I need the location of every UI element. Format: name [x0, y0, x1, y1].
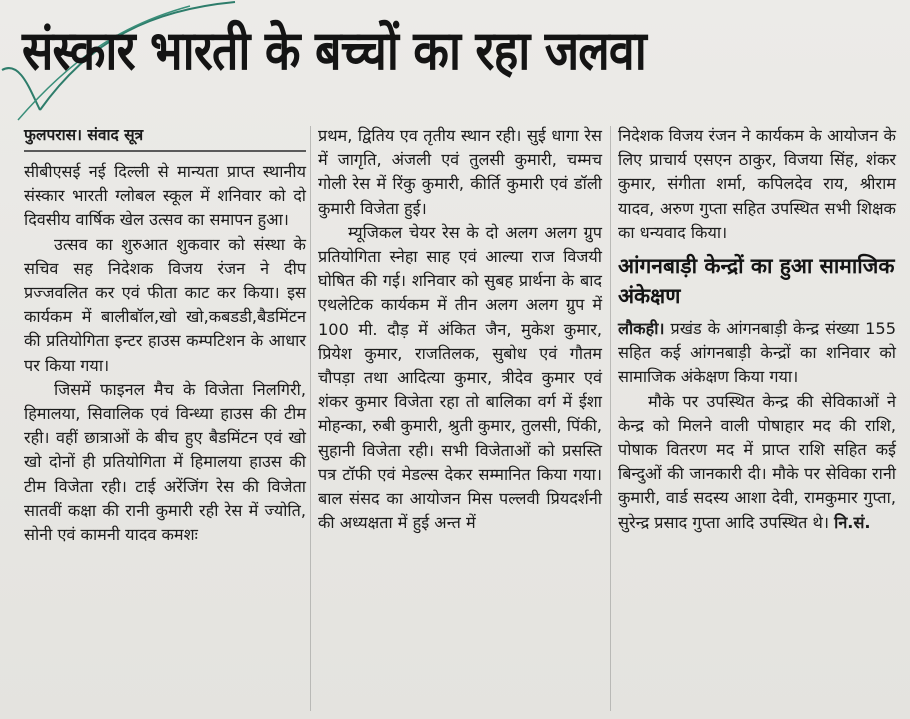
column-divider — [310, 126, 311, 711]
paragraph-text: मौके पर उपस्थित केन्द्र की सेविकाओं ने केन्द्र को मिलने वाली पोषाहार मद की राशि, पोषाक वितरण मद में प्राप्त राशि सहित कई बिन्दुओं की जानकारी दी। मौके पर सेविका रानी कुमारी, वार्ड सदस्य आशा देवी, रामकुमार गुप्ता, सुरेन्द्र प्रसाद गुप्ता आदि उपस्थित थे। — [618, 391, 896, 532]
paragraph: सीबीएसई नई दिल्ली से मान्यता प्राप्त स्थानीय संस्कार भारती ग्लोबल स्कूल में शनिवार को दो दिवसीय वार्षिक खेल उत्सव का समापन हुआ। — [24, 162, 306, 230]
paragraph: उत्सव का शुरुआत शुकवार को संस्था के सचिव सह निदेशक विजय रंजन ने दीप प्रज्जवलित कर एवं फीता काट कर किया। इस कार्यकम में बालीबॉल,खो खो,कबडडी,बैडमिंटन की प्रतियोगिता इन्टर हाउस कम्पटिशन के आधार पर किया गया। — [24, 234, 306, 375]
paragraph: निदेशक विजय रंजन ने कार्यकम के आयोजन के लिए प्राचार्य एसएन ठाकुर, विजया सिंह, शंकर कुमार, संगीता शर्मा, कपिलदेव राय, श्रीराम यादव, अरुण गुप्ता सहित उपस्थित सभी शिक्षक का धन्यवाद किया। — [618, 126, 896, 242]
paragraph: म्यूजिकल चेयर रेस के दो अलग अलग ग्रुप प्रतियोगिता स्नेहा साह एवं आल्या राज विजयी घोषित की गई। शनिवार को सुबह प्रार्थना के बाद एथलेटिक कार्यकम में तीन अलग अलग ग्रुप में 100 मी. दौड़ में अंकित जैन, मुकेश कुमार, प्रियेश कुमार, राजतिलक, सुबोध एवं गौतम चौपड़ा तथा आदित्या कुमार, त्रीदेव कुमार एवं शंकर कुमार विजेता रहा तो बालिका वर्ग में ईशा मोहन्का, रुबी कुमारी, श्रुती कुमार, तुलसी, पिंकी, सुहानी विजेता रही। सभी विजेताओं को प्रसस्ति पत्र टॉफी एवं मेडल्स देकर सम्मानित किया गया। बाल संसद का आयोजन मिस पल्लवी प्रियदर्शनी की अध्यक्षता में हुई अन्त में — [318, 222, 602, 533]
lead-place: लौकही। — [618, 319, 665, 339]
paragraph: प्रथम, द्वितिय एव तृतीय स्थान रही। सुई धागा रेस में जागृति, अंजली एवं तुलसी कुमारी, चम्मच गोली रेस में रिंकु कुमारी, कीर्ति कुमारी एवं डॉली कुमारी विजेता हुई। — [318, 126, 602, 218]
paragraph — [618, 317, 896, 390]
paragraph — [618, 390, 896, 535]
signature: नि.सं. — [834, 512, 871, 532]
dateline: फुलपरास। संवाद सूत्र — [24, 124, 306, 152]
subheadline: आंगनबाड़ी केन्द्रों का हुआ सामाजिक अंकेक्षण — [618, 254, 895, 309]
headline: संस्कार भारती के बच्चों का रहा जलवा — [22, 19, 646, 82]
column-2 — [318, 124, 602, 535]
paragraph: जिसमें फाइनल मैच के विजेता निलगिरी, हिमालया, सिवालिक एवं विन्ध्या हाउस की टीम रही। वहीं छात्राओं के बीच हुए बैडमिंटन एवं खो खो दोनों ही प्रतियोगिता में हिमालया हाउस की टीम विजेता रही। टाई अरेंजिंग रेस की विजेता सातवीं कक्षा की रानी कुमारी रही रेस में ज्योति, सोनी एवं कामनी यादव कमशः — [24, 379, 306, 545]
column-divider — [610, 126, 611, 711]
paragraph-text: प्रखंड के आंगनबाड़ी केन्द्र संख्या 155 सहित कई आंगनबाड़ी केन्द्रों का शनिवार को सामाजिक अंकेक्षण किया गया। — [618, 319, 896, 387]
column-1 — [24, 124, 306, 547]
column-3 — [618, 124, 896, 535]
